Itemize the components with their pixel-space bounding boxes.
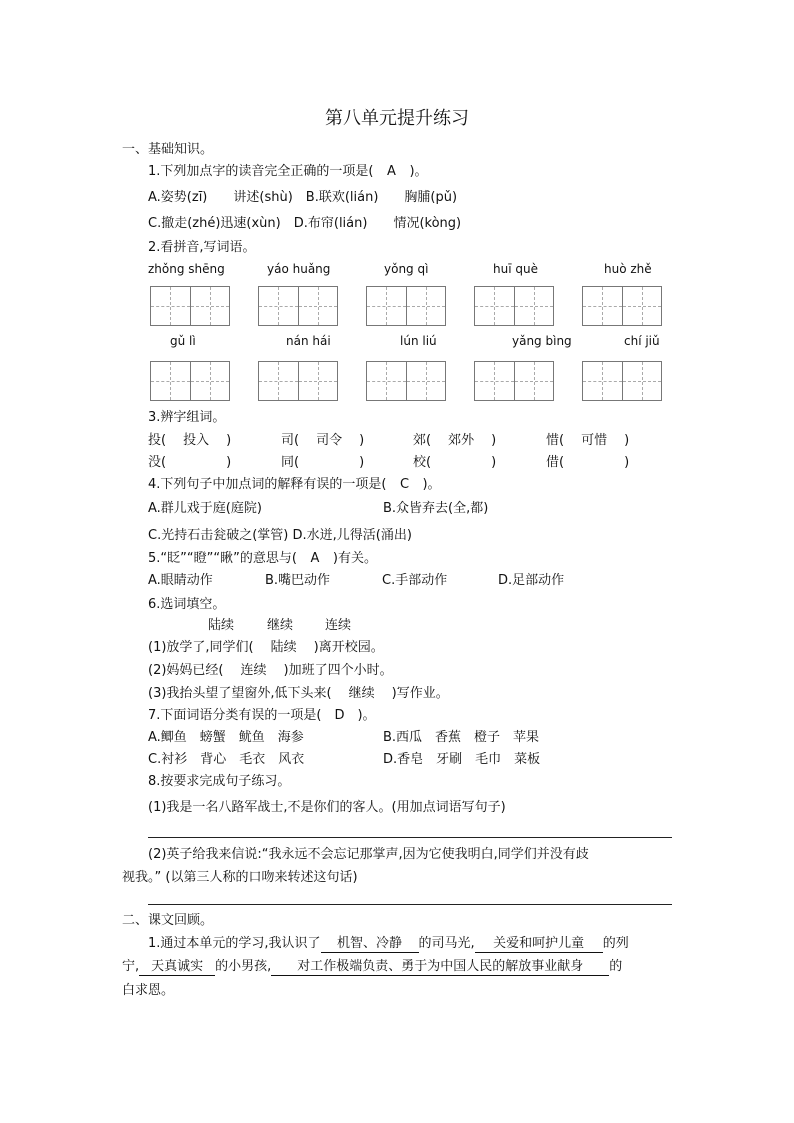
- q6-sentence-1: (1)放学了,同学们( 陆续 )离开校园。: [148, 640, 384, 655]
- answer-q3[interactable]: 投入: [183, 433, 210, 448]
- pinyin: nán hái: [286, 334, 331, 348]
- pinyin: chí jiǔ: [624, 334, 660, 348]
- writing-box[interactable]: [150, 286, 230, 326]
- q7-option-a: A.鲫鱼 螃蟹 鱿鱼 海参: [148, 730, 304, 745]
- q8-sentence-2: (2)英子给我来信说:“我永远不会忘记那掌声,因为它使我明白,同学们并没有歧: [148, 847, 589, 862]
- pinyin: yǒng qì: [384, 262, 429, 276]
- q6-sentence-3: (3)我抬头望了望窗外,低下头来( 继续 )写作业。: [148, 686, 449, 701]
- review-line-2: 宁, 天真诚实 的小男孩, 对工作极端负责、勇于为中国人民的解放事业献身 的: [122, 959, 623, 974]
- writing-box[interactable]: [366, 361, 446, 401]
- section-text-review: 二、课文回顾。: [122, 913, 214, 928]
- answer-q3[interactable]: 可惜: [581, 433, 608, 448]
- review-line-3: 白求恩。: [122, 983, 175, 998]
- writing-box[interactable]: [582, 286, 662, 326]
- writing-box[interactable]: [258, 286, 338, 326]
- answer-blank[interactable]: 天真诚实: [139, 959, 215, 976]
- pinyin: zhǒng shēng: [148, 262, 225, 276]
- question-6: 6.选词填空。: [148, 597, 226, 612]
- q7-option-c: C.衬衫 背心 毛衣 风衣: [148, 752, 305, 767]
- answer-blank[interactable]: 机智、冷静: [321, 936, 419, 953]
- answer-q1[interactable]: A: [387, 164, 396, 179]
- question-4: 4.下列句子中加点词的解释有误的一项是( C )。: [148, 477, 441, 492]
- answer-q4[interactable]: C: [399, 477, 410, 492]
- q8-sentence-2-cont: 视我。” (以第三人称的口吻来转述这句话): [122, 870, 358, 885]
- pinyin-row-2: [148, 334, 688, 352]
- answer-q3[interactable]: 郊外: [448, 433, 475, 448]
- question-7: 7.下面词语分类有误的一项是( D )。: [148, 708, 376, 723]
- q8-sentence-1: (1)我是一名八路军战士,不是你们的客人。(用加点词语写句子): [148, 800, 506, 815]
- question-8: 8.按要求完成句子练习。: [148, 774, 291, 789]
- page-title: 第八单元提升练习: [325, 108, 469, 129]
- answer-q5[interactable]: A: [310, 551, 320, 566]
- answer-blank[interactable]: 关爱和呵护儿童: [475, 936, 603, 953]
- writing-box[interactable]: [582, 361, 662, 401]
- question-3: 3.辨字组词。: [148, 410, 226, 425]
- answer-q6[interactable]: 继续: [348, 686, 375, 701]
- question-2: 2.看拼音,写词语。: [148, 240, 256, 255]
- q1-options-cd: C.撤走(zhé)迅速(xùn) D.布帘(lián) 情况(kòng): [148, 216, 462, 231]
- pinyin: lún liú: [400, 334, 437, 348]
- answer-line[interactable]: [148, 904, 672, 905]
- question-1: 1.下列加点字的读音完全正确的一项是( A )。: [148, 164, 428, 179]
- q7-option-b: B.西瓜 香蕉 橙子 苹果: [383, 730, 540, 745]
- writing-box[interactable]: [474, 361, 554, 401]
- review-line-1: 1.通过本单元的学习,我认识了 机智、冷静 的司马光, 关爱和呵护儿童 的列: [148, 936, 629, 951]
- q1-options-ab: A.姿势(zī) 讲述(shù) B.联欢(lián) 胸脯(pǔ): [148, 190, 458, 205]
- writing-box[interactable]: [150, 361, 230, 401]
- pinyin: yáo huǎng: [267, 262, 331, 276]
- pinyin: yǎng bìng: [512, 334, 572, 348]
- section-basic-knowledge: 一、基础知识。: [122, 142, 214, 157]
- writing-box[interactable]: [366, 286, 446, 326]
- pinyin-row-1: [148, 262, 688, 280]
- answer-q6[interactable]: 陆续: [270, 640, 297, 655]
- answer-q7[interactable]: D: [334, 708, 345, 723]
- answer-q3[interactable]: 司令: [316, 433, 343, 448]
- q4-options-cd: C.光持石击瓮破之(掌管) D.水迸,儿得活(涌出): [148, 528, 412, 543]
- q4-option-b: B.众皆弃去(全,都): [383, 501, 489, 516]
- q6-sentence-2: (2)妈妈已经( 连续 )加班了四个小时。: [148, 663, 393, 678]
- writing-box[interactable]: [258, 361, 338, 401]
- writing-box[interactable]: [474, 286, 554, 326]
- question-5: 5.“眨”“瞪”“瞅”的意思与( A )有关。: [148, 551, 377, 566]
- q7-option-d: D.香皂 牙刷 毛巾 菜板: [383, 752, 541, 767]
- q4-option-a: A.群儿戏于庭(庭院): [148, 501, 262, 516]
- pinyin: huò zhě: [604, 262, 652, 276]
- pinyin: gǔ lì: [170, 334, 196, 348]
- answer-blank[interactable]: 对工作极端负责、勇于为中国人民的解放事业献身: [271, 959, 609, 976]
- pinyin: huī què: [493, 262, 538, 276]
- answer-line[interactable]: [148, 837, 672, 838]
- answer-q6[interactable]: 连续: [240, 663, 267, 678]
- worksheet-page: 第八单元提升练习 一、基础知识。 1.下列加点字的读音完全正确的一项是( A )。 A.姿势(zī) 讲述(shù) B.联欢(lián) 胸脯(pǔ) C.撤走(zhé)迅速(xùn) D.布帘(lián) 情况(kòng) 2.看拼音,写词语。 zhǒng shēng yáo huǎng yǒng qì huī què huò zhě gǔ lì nán hái lún liú yǎng bìng chí jiǔ 3.辨字组词。 投( 投入 ) 司( 司令 ) 郊( 郊外 ) 惜( 可惜 ) 没( ) 同( ) 校( ) 借( ) 4.下列句子中加点词的解释有误的一项是( C )。 A.群儿戏于庭(庭院) B.众皆弃去(全,都) C.光持石击瓮破之(掌管) D.水迸,儿得活(涌出) 5.“眨”“瞪”“瞅”的意思与( A )有关。 A.眼睛动作 B.嘴巴动作 C.手部动作 D.足部动作 6.选词填空。 陆续 继续 连续 (1)放学了,同学们( 陆续 )离开校园。 (2)妈妈已经( 连续 )加班了四个小时。 (3)我抬头望了望窗外,低下头来( 继续 )写作业。 7.下面词语分类有误的一项是( D )。 A.鲫鱼 螃蟹 鱿鱼 海参 B.西瓜 香蕉 橙子 苹果 C.衬衫 背心 毛衣 风衣 D.香皂 牙刷 毛巾 菜板 8.按要求完成句子练习。 (1)我是一名八路军战士,不是你们的客人。(用加点词语写句子) (2)英子给我来信说:“我永远不会忘记那掌声,因为它使我明白,同学们并没有歧 视我。” (以第三人称的口吻来转述这句话) 二、课文回顾。 1.通过本单元的学习,我认识了 机智、冷静 的司马光, 关爱和呵护儿童 的列 宁, 天真诚实 的小男孩, 对工作极端负责、勇于为中国人民的解放事业献身 的 白求恩。: [0, 0, 794, 1123]
